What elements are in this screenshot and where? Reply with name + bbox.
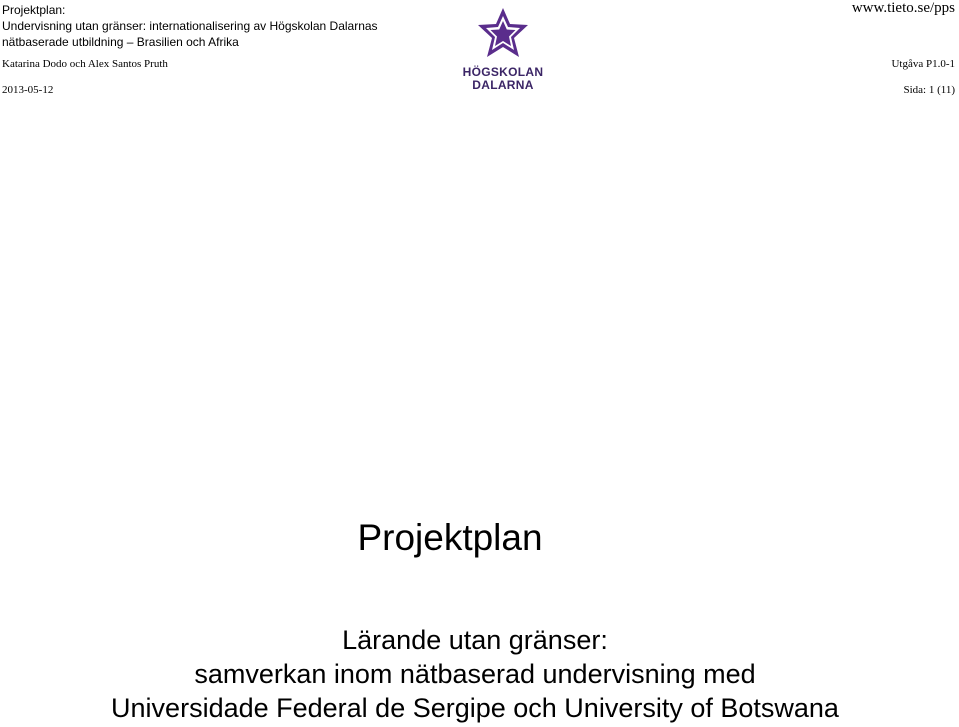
logo-text-dalarna: DALARNA	[472, 78, 534, 92]
document-subtitle-line: Lärande utan gränser:	[342, 625, 608, 655]
header-url: www.tieto.se/pps	[851, 0, 955, 16]
document-subtitle-line: Universidade Federal de Sergipe och University of Botswana	[111, 693, 839, 723]
hogskolan-dalarna-logo	[460, 8, 546, 94]
header-subtitle-line2: nätbaserade utbildning – Brasilien och Afrika	[2, 35, 239, 49]
header-subtitle-line1: Undervisning utan gränser: internationalisering av Högskolan Dalarnas	[2, 19, 378, 33]
document-subtitle-line: samverkan inom nätbaserad undervisning med	[194, 659, 756, 689]
document-title: Projektplan	[357, 517, 543, 558]
header-date: 2013-05-12	[2, 84, 54, 96]
header-edition: Utgåva P1.0-1	[891, 58, 955, 70]
header-authors: Katarina Dodo och Alex Santos Pruth	[2, 58, 168, 70]
star-flower-icon	[460, 8, 546, 64]
logo-text-hogskolan: HÖGSKOLAN	[462, 65, 544, 79]
header-project-label: Projektplan:	[2, 3, 66, 17]
header-page-number: Sida: 1 (11)	[903, 84, 955, 96]
